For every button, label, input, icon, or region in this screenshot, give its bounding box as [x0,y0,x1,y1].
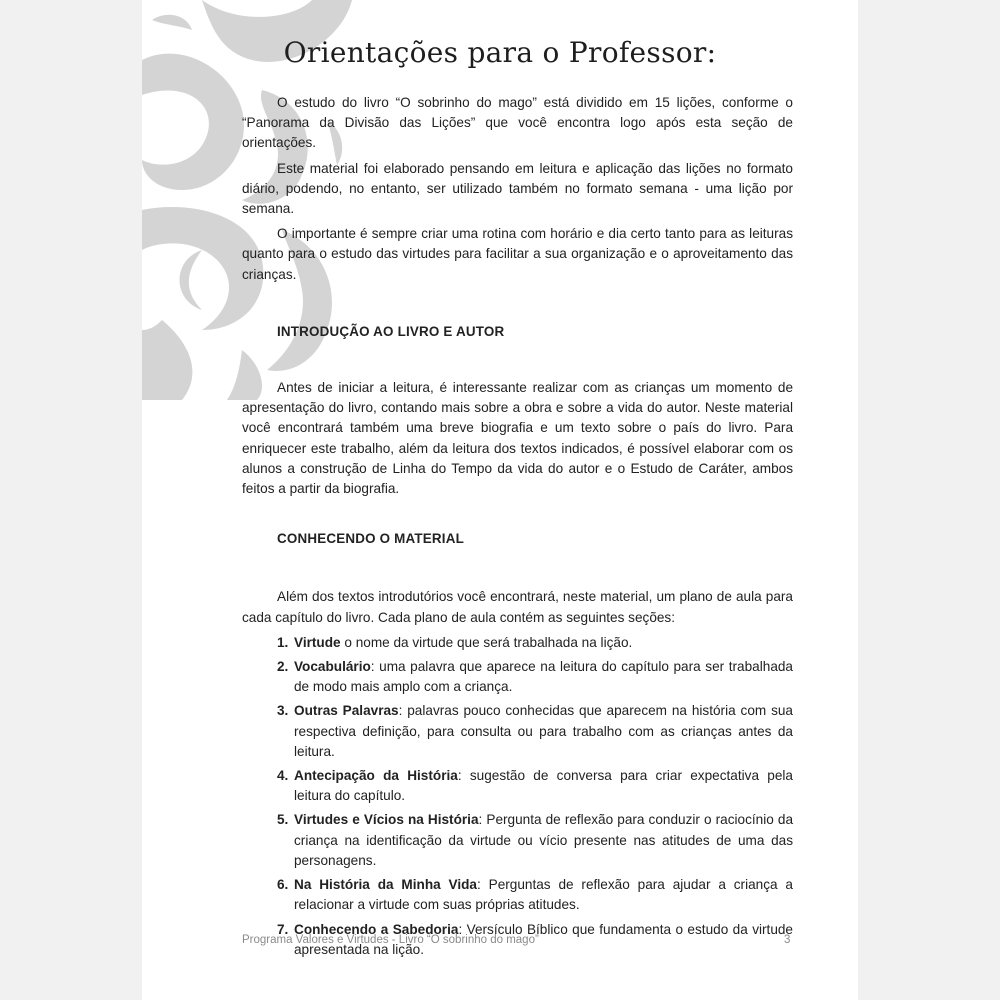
list-item-term: Outras Palavras [294,703,399,719]
list-item-text: : Perguntas de reflexão para ajudar a criança a relacionar a virtude com suas próprias atitudes. [294,877,793,913]
document-page [142,0,858,1000]
list-item-number: 4. [277,768,289,784]
list-item-term: Na História da Minha Vida [294,877,477,893]
section-heading-material: CONHECENDO O MATERIAL [277,531,464,547]
list-item-text: o nome da virtude que será trabalhada na lição. [340,634,633,650]
list-item-term: Virtude [294,634,341,650]
list-item [242,810,793,871]
intro-paragraph-1: O estudo do livro “O sobrinho do mago” está dividido em 15 lições, conforme o “Panorama da Divisão das Lições” que você encontra logo após esta seção de orientações. [242,95,793,151]
lesson-sections-list [242,633,793,960]
list-item [242,766,793,806]
list-item-text: : Pergunta de reflexão para conduzir o raciocínio da criança na identificação da virtude ou vício presente nas atitudes de uma das personagens. [294,812,793,868]
page-title: Orientações para o Professor: [283,36,717,69]
list-item-number: 1. [277,634,289,650]
list-item-number: 7. [277,921,289,937]
list-item-number: 5. [277,812,289,828]
list-item-text: : palavras pouco conhecidas que aparecem na história com sua respectiva definição, para consulta ou para trabalho com as crianças antes da leitura. [294,703,793,759]
section-material-paragraph: Além dos textos introdutórios você encontrará, neste material, um plano de aula para cada capítulo do livro. Cada plano de aula contém as seguintes seções: [242,589,793,625]
list-item [242,875,793,915]
footer-text: Programa Valores e Virtudes - Livro “O sobrinho do mago” [242,934,539,946]
section-introducao-paragraph: Antes de iniciar a leitura, é interessante realizar com as crianças um momento de apresentação do livro, contando mais sobre a obra e sobre a vida do autor. Neste material você encontrará também uma breve biografia e um texto sobre o país do livro. Para enriquecer este trabalho, além da leitura dos textos indicados, é possível elaborar com os alunos a construção de Linha do Tempo da vida do autor e o Estudo de Caráter, ambos feitos a partir da biografia. [242,380,793,497]
list-item [242,657,793,697]
main-content [242,93,793,964]
list-item-number: 2. [277,659,289,675]
section-heading-introducao: INTRODUÇÃO AO LIVRO E AUTOR [277,323,505,339]
page-number: 3 [784,934,791,946]
list-item-text: : sugestão de conversa para criar expectativa pela leitura do capítulo. [294,768,793,804]
intro-paragraph-3: O importante é sempre criar uma rotina com horário e dia certo tanto para as leituras quanto para o estudo das virtudes para facilitar a sua organização e o aproveitamento das crianças. [242,226,793,282]
list-item-term: Virtudes e Vícios na História [294,812,479,828]
list-item [242,701,793,762]
list-item-number: 3. [277,703,289,719]
list-item-text: : uma palavra que aparece na leitura do capítulo para ser trabalhada de modo mais amplo com a criança. [294,659,793,695]
list-item-term: Conhecendo a Sabedoria [294,921,459,937]
list-item-term: Antecipação da História [294,768,458,784]
list-item-term: Vocabulário [294,659,371,675]
list-item-text: : Versículo Bíblico que fundamenta o estudo da virtude apresentada na lição. [294,921,793,957]
list-item [242,633,793,653]
intro-paragraph-2: Este material foi elaborado pensando em leitura e aplicação das lições no formato diário, podendo, no entanto, ser utilizado também no formato semana - uma lição por semana. [242,160,793,217]
list-item-number: 6. [277,877,289,893]
